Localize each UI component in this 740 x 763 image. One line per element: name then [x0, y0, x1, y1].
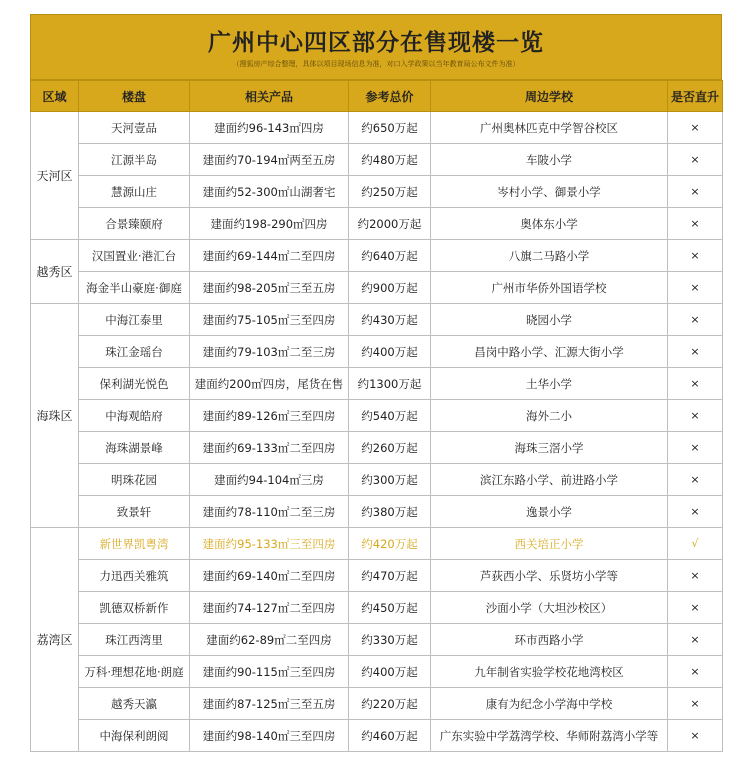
direct-promotion-cell: ×	[668, 400, 723, 432]
product-cell: 建面约52-300㎡山湖奢宅	[190, 176, 349, 208]
project-name-cell: 海金半山豪庭·御庭	[79, 272, 190, 304]
direct-promotion-cell: ×	[668, 112, 723, 144]
table-row	[31, 336, 723, 368]
price-cell: 约300万起	[349, 464, 431, 496]
table-row	[31, 528, 723, 560]
header-school: 周边学校	[431, 81, 668, 112]
price-cell: 约420万起	[349, 528, 431, 560]
school-cell: 岑村小学、御景小学	[431, 176, 668, 208]
table-row	[31, 400, 723, 432]
table-row	[31, 560, 723, 592]
table-row	[31, 112, 723, 144]
product-cell: 建面约79-103㎡二至三房	[190, 336, 349, 368]
direct-promotion-cell: ×	[668, 624, 723, 656]
price-cell: 约250万起	[349, 176, 431, 208]
table-row	[31, 496, 723, 528]
project-name-cell: 珠江西湾里	[79, 624, 190, 656]
price-cell: 约2000万起	[349, 208, 431, 240]
table-row	[31, 144, 723, 176]
table-header-row	[31, 81, 723, 112]
school-cell: 晓园小学	[431, 304, 668, 336]
direct-promotion-cell: ×	[668, 720, 723, 752]
direct-promotion-cell: ×	[668, 272, 723, 304]
school-cell: 芦荻西小学、乐贤坊小学等	[431, 560, 668, 592]
direct-promotion-cell: ×	[668, 688, 723, 720]
table-row	[31, 656, 723, 688]
school-cell: 奥体东小学	[431, 208, 668, 240]
direct-promotion-cell: ×	[668, 592, 723, 624]
product-cell: 建面约96-143㎡四房	[190, 112, 349, 144]
table-row	[31, 464, 723, 496]
project-name-cell: 慧源山庄	[79, 176, 190, 208]
project-name-cell: 力迅西关雅筑	[79, 560, 190, 592]
table-row	[31, 240, 723, 272]
school-cell: 八旗二马路小学	[431, 240, 668, 272]
price-cell: 约650万起	[349, 112, 431, 144]
header-product: 相关产品	[190, 81, 349, 112]
table-row	[31, 208, 723, 240]
region-cell: 天河区	[31, 112, 79, 240]
price-cell: 约460万起	[349, 720, 431, 752]
project-name-cell: 天河壹品	[79, 112, 190, 144]
project-name-cell: 合景臻颐府	[79, 208, 190, 240]
project-name-cell: 中海观皓府	[79, 400, 190, 432]
price-cell: 约220万起	[349, 688, 431, 720]
project-name-cell: 汉国置业·港汇台	[79, 240, 190, 272]
price-cell: 约380万起	[349, 496, 431, 528]
product-cell: 建面约69-140㎡二至四房	[190, 560, 349, 592]
project-name-cell: 中海保利朗阅	[79, 720, 190, 752]
school-cell: 车陂小学	[431, 144, 668, 176]
header-region: 区域	[31, 81, 79, 112]
school-cell: 滨江东路小学、前进路小学	[431, 464, 668, 496]
project-name-cell: 珠江金瑶台	[79, 336, 190, 368]
school-cell: 海外二小	[431, 400, 668, 432]
price-cell: 约1300万起	[349, 368, 431, 400]
page-subtitle: （搜狐房产综合整理，具体以项目现场信息为准，对口入学政策以当年教育局公布文件为准）	[232, 60, 520, 68]
product-cell: 建面约69-133㎡二至四房	[190, 432, 349, 464]
school-cell: 广州市华侨外国语学校	[431, 272, 668, 304]
product-cell: 建面约94-104㎡三房	[190, 464, 349, 496]
project-name-cell: 新世界凯粤湾	[79, 528, 190, 560]
direct-promotion-cell: ×	[668, 560, 723, 592]
region-cell: 越秀区	[31, 240, 79, 304]
header-project: 楼盘	[79, 81, 190, 112]
direct-promotion-cell: ×	[668, 336, 723, 368]
direct-promotion-cell: ×	[668, 368, 723, 400]
product-cell: 建面约62-89㎡二至四房	[190, 624, 349, 656]
price-cell: 约400万起	[349, 336, 431, 368]
project-name-cell: 海珠湖景峰	[79, 432, 190, 464]
listing-table	[30, 80, 723, 752]
product-cell: 建面约69-144㎡二至四房	[190, 240, 349, 272]
project-name-cell: 致景轩	[79, 496, 190, 528]
product-cell: 建面约87-125㎡三至五房	[190, 688, 349, 720]
school-cell: 昌岗中路小学、汇源大街小学	[431, 336, 668, 368]
table-row	[31, 368, 723, 400]
product-cell: 建面约70-194㎡两至五房	[190, 144, 349, 176]
product-cell: 建面约78-110㎡二至三房	[190, 496, 349, 528]
product-cell: 建面约198-290㎡四房	[190, 208, 349, 240]
product-cell: 建面约200㎡四房，尾货在售	[190, 368, 349, 400]
price-cell: 约260万起	[349, 432, 431, 464]
direct-promotion-cell: ×	[668, 432, 723, 464]
school-cell: 海珠三滘小学	[431, 432, 668, 464]
table-row	[31, 720, 723, 752]
region-cell: 海珠区	[31, 304, 79, 528]
price-cell: 约400万起	[349, 656, 431, 688]
price-cell: 约450万起	[349, 592, 431, 624]
school-cell: 西关培正小学	[431, 528, 668, 560]
project-name-cell: 越秀天瀛	[79, 688, 190, 720]
table-row	[31, 688, 723, 720]
school-cell: 九年制省实验学校花地湾校区	[431, 656, 668, 688]
school-cell: 逸景小学	[431, 496, 668, 528]
direct-promotion-cell: ×	[668, 496, 723, 528]
table-row	[31, 592, 723, 624]
direct-promotion-cell: ×	[668, 464, 723, 496]
price-cell: 约330万起	[349, 624, 431, 656]
direct-promotion-cell: ×	[668, 208, 723, 240]
page-title: 广州中心四区部分在售现楼一览	[208, 30, 544, 56]
school-cell: 广东实验中学荔湾学校、华师附荔湾小学等	[431, 720, 668, 752]
table-row	[31, 432, 723, 464]
table-row	[31, 304, 723, 336]
price-cell: 约480万起	[349, 144, 431, 176]
direct-promotion-cell: ×	[668, 304, 723, 336]
product-cell: 建面约89-126㎡三至四房	[190, 400, 349, 432]
table-row	[31, 272, 723, 304]
direct-promotion-cell: ×	[668, 144, 723, 176]
table-row	[31, 176, 723, 208]
direct-promotion-cell: ×	[668, 240, 723, 272]
product-cell: 建面约90-115㎡三至四房	[190, 656, 349, 688]
title-banner	[30, 14, 722, 80]
price-cell: 约640万起	[349, 240, 431, 272]
price-cell: 约470万起	[349, 560, 431, 592]
school-cell: 康有为纪念小学海中学校	[431, 688, 668, 720]
project-name-cell: 江源半岛	[79, 144, 190, 176]
table-row	[31, 624, 723, 656]
project-name-cell: 明珠花园	[79, 464, 190, 496]
school-cell: 土华小学	[431, 368, 668, 400]
price-cell: 约540万起	[349, 400, 431, 432]
direct-promotion-cell: ×	[668, 656, 723, 688]
project-name-cell: 保利湖光悦色	[79, 368, 190, 400]
header-price: 参考总价	[349, 81, 431, 112]
listing-document	[30, 14, 722, 752]
direct-promotion-cell: ×	[668, 176, 723, 208]
price-cell: 约430万起	[349, 304, 431, 336]
project-name-cell: 万科·理想花地·朗庭	[79, 656, 190, 688]
school-cell: 环市西路小学	[431, 624, 668, 656]
product-cell: 建面约98-205㎡三至五房	[190, 272, 349, 304]
project-name-cell: 中海江泰里	[79, 304, 190, 336]
product-cell: 建面约75-105㎡三至四房	[190, 304, 349, 336]
price-cell: 约900万起	[349, 272, 431, 304]
direct-promotion-cell: √	[668, 528, 723, 560]
header-direct: 是否直升	[668, 81, 723, 112]
product-cell: 建面约74-127㎡二至四房	[190, 592, 349, 624]
school-cell: 沙面小学（大坦沙校区）	[431, 592, 668, 624]
project-name-cell: 凯德双桥新作	[79, 592, 190, 624]
school-cell: 广州奥林匹克中学智谷校区	[431, 112, 668, 144]
product-cell: 建面约98-140㎡三至四房	[190, 720, 349, 752]
region-cell: 荔湾区	[31, 528, 79, 752]
product-cell: 建面约95-133㎡三至四房	[190, 528, 349, 560]
